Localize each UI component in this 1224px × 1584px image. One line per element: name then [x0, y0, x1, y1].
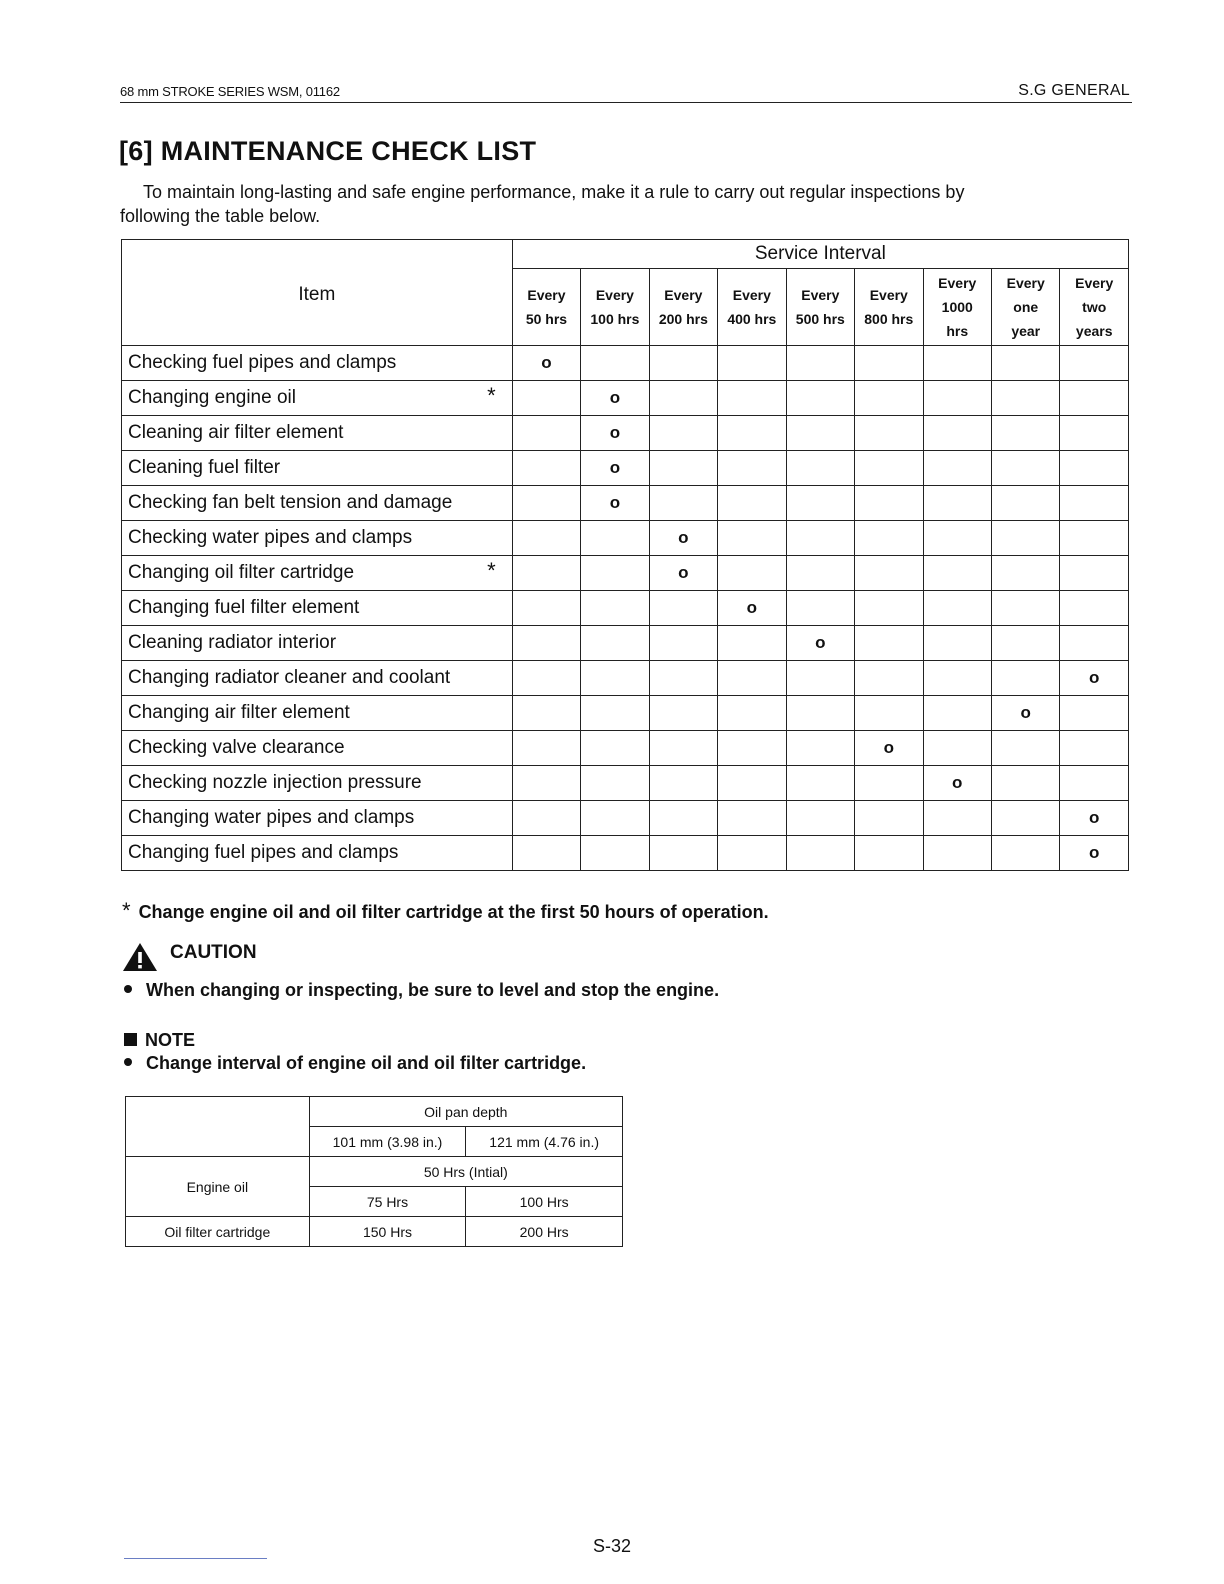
interval-header — [991, 269, 1059, 346]
item-label: Checking fuel pipes and clamps — [128, 352, 397, 373]
empty-cell — [786, 416, 854, 451]
empty-cell — [649, 801, 717, 836]
check-mark: o — [581, 416, 649, 451]
caution-bullet — [124, 980, 719, 1001]
asterisk-mark: * — [487, 383, 496, 408]
empty-cell — [581, 836, 649, 871]
interval-header-line: Every — [801, 287, 840, 303]
empty-cell — [512, 521, 580, 556]
table-row — [122, 381, 1129, 416]
empty-cell — [923, 416, 991, 451]
empty-cell — [581, 801, 649, 836]
empty-cell — [923, 626, 991, 661]
empty-cell — [649, 591, 717, 626]
interval-header-line: 1000 — [941, 299, 973, 315]
item-label: Changing radiator cleaner and coolant — [128, 667, 451, 688]
interval-header-line: hrs — [946, 323, 969, 339]
oil-pan-depth-header: Oil pan depth — [309, 1097, 622, 1127]
table-row — [122, 486, 1129, 521]
check-mark: o — [512, 346, 580, 381]
empty-cell — [512, 591, 580, 626]
footnote-text: Change engine oil and oil filter cartridge at the first 50 hours of operation. — [138, 902, 769, 922]
empty-cell — [649, 696, 717, 731]
page-number: S-32 — [592, 1536, 632, 1556]
empty-cell — [512, 451, 580, 486]
interval-header-line: two — [1082, 299, 1107, 315]
empty-cell — [512, 416, 580, 451]
intro-paragraph — [120, 180, 1130, 228]
interval-header-line: Every — [595, 287, 634, 303]
empty-cell — [923, 451, 991, 486]
empty-cell — [991, 451, 1059, 486]
intro-line-1: To maintain long-lasting and safe engine performance, make it a rule to carry out regular inspections by — [143, 182, 965, 202]
empty-cell — [649, 416, 717, 451]
empty-cell — [718, 801, 786, 836]
interval-header — [923, 269, 991, 346]
empty-cell — [786, 381, 854, 416]
empty-cell — [718, 451, 786, 486]
empty-cell — [855, 451, 923, 486]
empty-cell — [923, 731, 991, 766]
interval-header-line: Every — [938, 275, 977, 291]
empty-cell — [512, 486, 580, 521]
empty-cell — [718, 661, 786, 696]
empty-cell — [581, 766, 649, 801]
empty-cell — [649, 836, 717, 871]
item-cell — [122, 556, 513, 591]
item-label: Cleaning fuel filter — [128, 457, 281, 478]
note-label: NOTE — [145, 1030, 196, 1050]
empty-cell — [923, 556, 991, 591]
table-row — [122, 801, 1129, 836]
empty-cell — [786, 801, 854, 836]
caution-label: CAUTION — [170, 942, 257, 963]
interval-header-line: Every — [732, 287, 771, 303]
empty-cell — [1060, 416, 1129, 451]
interval-header-line: 200 hrs — [658, 311, 708, 327]
warning-icon — [122, 942, 158, 972]
empty-cell — [786, 836, 854, 871]
service-interval-header: Service Interval — [512, 240, 1128, 269]
table-row — [122, 521, 1129, 556]
item-cell — [122, 416, 513, 451]
empty-cell — [649, 381, 717, 416]
intro-line-2: following the table below. — [120, 206, 321, 226]
footer-rule — [124, 1558, 267, 1559]
empty-cell — [855, 381, 923, 416]
item-cell — [122, 346, 513, 381]
section-title: [6] MAINTENANCE CHECK LIST — [119, 136, 537, 166]
engine-oil-101mm: 75 Hrs — [309, 1187, 466, 1217]
empty-cell — [855, 521, 923, 556]
interval-header-line: 50 hrs — [525, 311, 568, 327]
table-row — [122, 661, 1129, 696]
check-mark: o — [786, 626, 854, 661]
item-label: Changing oil filter cartridge — [128, 562, 355, 583]
interval-header-line: 800 hrs — [864, 311, 914, 327]
item-cell — [122, 661, 513, 696]
empty-cell — [855, 626, 923, 661]
bullet-icon — [124, 1058, 132, 1066]
check-mark: o — [855, 731, 923, 766]
note-text: Change interval of engine oil and oil filter cartridge. — [146, 1053, 587, 1073]
empty-cell — [786, 556, 854, 591]
empty-cell — [855, 696, 923, 731]
empty-cell — [512, 766, 580, 801]
check-mark: o — [581, 486, 649, 521]
empty-cell — [991, 766, 1059, 801]
empty-cell — [718, 696, 786, 731]
check-mark: o — [923, 766, 991, 801]
empty-cell — [786, 661, 854, 696]
empty-cell — [991, 801, 1059, 836]
interval-header-line: Every — [1075, 275, 1114, 291]
empty-cell — [991, 591, 1059, 626]
bullet-icon — [124, 985, 132, 993]
empty-cell — [991, 661, 1059, 696]
item-column-header: Item — [122, 240, 513, 346]
empty-cell — [581, 556, 649, 591]
empty-cell — [718, 836, 786, 871]
empty-cell — [855, 346, 923, 381]
item-cell — [122, 381, 513, 416]
interval-header — [786, 269, 854, 346]
table-row — [122, 731, 1129, 766]
empty-cell — [1060, 731, 1129, 766]
check-mark: o — [1060, 801, 1129, 836]
empty-cell — [786, 521, 854, 556]
empty-cell — [923, 696, 991, 731]
check-mark: o — [581, 451, 649, 486]
empty-cell — [512, 836, 580, 871]
interval-header — [1060, 269, 1129, 346]
empty-cell — [1060, 521, 1129, 556]
table-row — [122, 836, 1129, 871]
empty-cell — [718, 766, 786, 801]
empty-cell — [512, 731, 580, 766]
empty-cell — [1060, 766, 1129, 801]
depth-121mm: 121 mm (4.76 in.) — [466, 1127, 623, 1157]
item-cell — [122, 766, 513, 801]
empty-cell — [649, 346, 717, 381]
empty-cell — [718, 381, 786, 416]
table-row — [122, 451, 1129, 486]
empty-cell — [649, 486, 717, 521]
empty-cell — [786, 486, 854, 521]
check-mark: o — [1060, 836, 1129, 871]
empty-cell — [581, 696, 649, 731]
empty-cell — [581, 661, 649, 696]
depth-101mm: 101 mm (3.98 in.) — [309, 1127, 466, 1157]
empty-cell — [991, 836, 1059, 871]
empty-cell — [991, 521, 1059, 556]
empty-cell — [855, 591, 923, 626]
empty-cell — [923, 381, 991, 416]
empty-cell — [991, 731, 1059, 766]
empty-cell — [1060, 346, 1129, 381]
empty-cell — [1060, 626, 1129, 661]
item-label: Changing water pipes and clamps — [128, 807, 415, 828]
table-row — [122, 416, 1129, 451]
empty-cell — [581, 626, 649, 661]
empty-cell — [855, 661, 923, 696]
item-cell — [122, 731, 513, 766]
empty-cell — [923, 521, 991, 556]
interval-header-line: 400 hrs — [727, 311, 777, 327]
interval-header-line: Every — [664, 287, 703, 303]
empty-cell — [581, 521, 649, 556]
empty-cell — [855, 801, 923, 836]
empty-cell — [718, 416, 786, 451]
empty-cell — [512, 626, 580, 661]
oil-filter-label: Oil filter cartridge — [126, 1217, 310, 1247]
interval-header — [512, 269, 580, 346]
note-heading — [124, 1030, 195, 1051]
page-header — [120, 80, 1132, 103]
footnote — [122, 898, 769, 924]
empty-cell — [786, 346, 854, 381]
empty-cell — [581, 346, 649, 381]
oil-filter-101mm: 150 Hrs — [309, 1217, 466, 1247]
empty-cell — [649, 661, 717, 696]
empty-cell — [855, 836, 923, 871]
check-mark: o — [649, 521, 717, 556]
item-label: Cleaning radiator interior — [128, 632, 337, 653]
footnote-asterisk: * — [122, 898, 131, 923]
item-label: Checking water pipes and clamps — [128, 527, 413, 548]
empty-cell — [991, 486, 1059, 521]
interval-header-line: years — [1075, 323, 1113, 339]
empty-cell — [855, 556, 923, 591]
empty-cell — [718, 521, 786, 556]
interval-header-line: one — [1013, 299, 1039, 315]
empty-cell — [991, 381, 1059, 416]
item-cell — [122, 696, 513, 731]
empty-cell — [718, 556, 786, 591]
table-row — [122, 696, 1129, 731]
empty-cell — [786, 731, 854, 766]
empty-cell — [581, 591, 649, 626]
item-label: Cleaning air filter element — [128, 422, 344, 443]
empty-cell — [855, 416, 923, 451]
empty-cell — [649, 451, 717, 486]
engine-oil-initial: 50 Hrs (Intial) — [309, 1157, 622, 1187]
empty-cell — [649, 626, 717, 661]
square-bullet-icon — [124, 1033, 137, 1046]
interval-header — [581, 269, 649, 346]
empty-cell — [786, 696, 854, 731]
item-label: Changing engine oil — [128, 387, 296, 408]
empty-cell — [649, 731, 717, 766]
empty-cell — [991, 416, 1059, 451]
interval-header-line: Every — [527, 287, 566, 303]
header-manual-id: 68 mm STROKE SERIES WSM, 01162 — [120, 84, 340, 99]
empty-cell — [512, 556, 580, 591]
item-label: Changing air filter element — [128, 702, 350, 723]
empty-cell — [1060, 556, 1129, 591]
item-cell — [122, 801, 513, 836]
asterisk-mark: * — [487, 558, 496, 583]
empty-cell — [923, 836, 991, 871]
table-row — [122, 346, 1129, 381]
check-mark: o — [649, 556, 717, 591]
interval-header — [855, 269, 923, 346]
empty-cell — [786, 766, 854, 801]
interval-header-line: 100 hrs — [590, 311, 640, 327]
empty-cell — [923, 486, 991, 521]
empty-cell — [718, 731, 786, 766]
empty-cell — [1060, 591, 1129, 626]
table-row — [122, 556, 1129, 591]
check-mark: o — [718, 591, 786, 626]
oil-change-interval-table — [125, 1096, 623, 1247]
empty-cell — [649, 766, 717, 801]
interval-header-line: 500 hrs — [795, 311, 845, 327]
interval-header-line: Every — [869, 287, 908, 303]
empty-cell — [718, 346, 786, 381]
empty-cell — [512, 661, 580, 696]
interval-header-line: year — [1011, 323, 1041, 339]
table-row — [122, 626, 1129, 661]
engine-oil-label: Engine oil — [126, 1157, 310, 1217]
item-cell — [122, 486, 513, 521]
header-section: S.G GENERAL — [1018, 82, 1130, 99]
item-cell — [122, 521, 513, 556]
empty-cell — [991, 626, 1059, 661]
interval-header — [718, 269, 786, 346]
empty-cell — [923, 801, 991, 836]
item-cell — [122, 451, 513, 486]
empty-cell — [512, 381, 580, 416]
item-label: Changing fuel pipes and clamps — [128, 842, 399, 863]
maintenance-check-table — [121, 239, 1129, 871]
note-bullet — [124, 1053, 586, 1074]
interval-header — [649, 269, 717, 346]
item-label: Changing fuel filter element — [128, 597, 360, 618]
item-label: Checking nozzle injection pressure — [128, 772, 422, 793]
check-mark: o — [1060, 661, 1129, 696]
table-row — [122, 766, 1129, 801]
empty-cell — [923, 661, 991, 696]
empty-cell — [991, 556, 1059, 591]
item-cell — [122, 591, 513, 626]
table-row — [122, 591, 1129, 626]
empty-cell — [923, 346, 991, 381]
empty-cell — [1060, 451, 1129, 486]
check-mark: o — [991, 696, 1059, 731]
empty-cell — [786, 451, 854, 486]
check-mark: o — [581, 381, 649, 416]
item-label: Checking valve clearance — [128, 737, 345, 758]
empty-cell — [1060, 381, 1129, 416]
empty-cell — [923, 591, 991, 626]
empty-cell — [512, 696, 580, 731]
empty-cell — [718, 626, 786, 661]
oil-table-corner — [126, 1097, 310, 1157]
empty-cell — [512, 801, 580, 836]
empty-cell — [855, 486, 923, 521]
empty-cell — [1060, 696, 1129, 731]
item-cell — [122, 836, 513, 871]
empty-cell — [855, 766, 923, 801]
item-cell — [122, 626, 513, 661]
caution-text: When changing or inspecting, be sure to level and stop the engine. — [146, 980, 720, 1000]
empty-cell — [1060, 486, 1129, 521]
item-label: Checking fan belt tension and damage — [128, 492, 453, 513]
interval-header-line: Every — [1006, 275, 1045, 291]
engine-oil-121mm: 100 Hrs — [466, 1187, 623, 1217]
oil-filter-121mm: 200 Hrs — [466, 1217, 623, 1247]
empty-cell — [581, 731, 649, 766]
empty-cell — [786, 591, 854, 626]
empty-cell — [718, 486, 786, 521]
empty-cell — [991, 346, 1059, 381]
